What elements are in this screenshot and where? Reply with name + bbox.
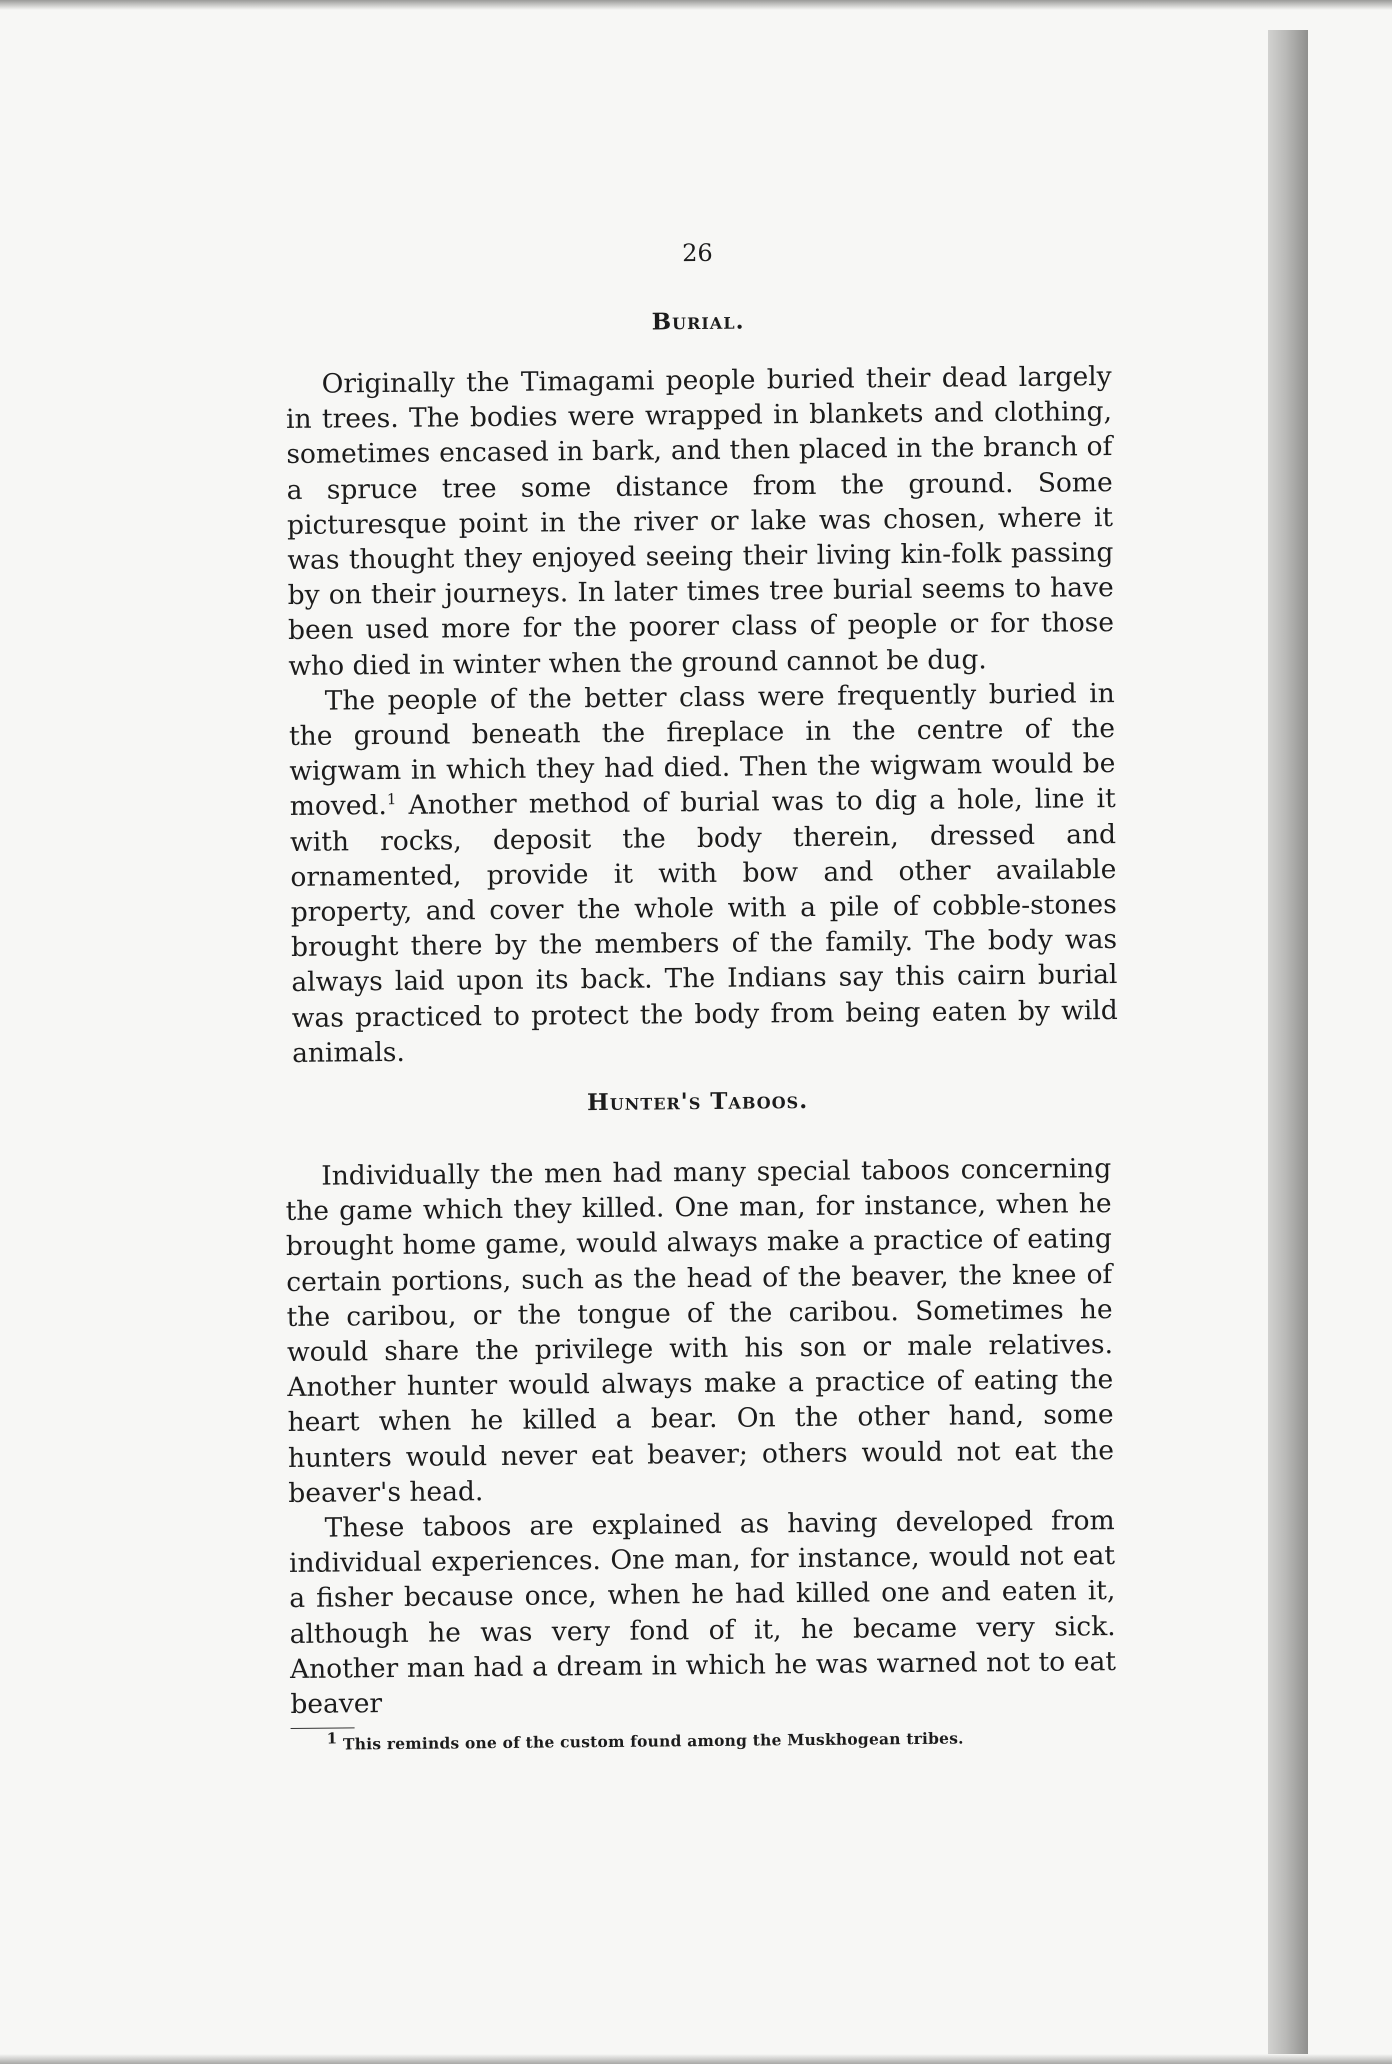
section-title-hunters-taboos: Hunter's Taboos. (586, 1087, 809, 1117)
taboos-paragraph-1: Individually the men had many special taboos concerning the game which they killed. One man, for instance, when he brought home game, would always make a practice of eating certain portions, such as the head of the beaver, the knee of the caribou, or the tongue of the caribou. Sometimes he would share the privilege with his son or male relatives. Another hunter would always make a practice of eating the heart when he killed a bear. On the other hand, some hunters would never eat beaver; others would not eat the beaver's head. (285, 1153, 1115, 1509)
footnote (291, 1727, 1117, 1754)
hunters-taboos-section (284, 1084, 1116, 1754)
burial-section (285, 304, 1118, 1071)
burial-paragraph-2-text: The people of the better class were frequently buried in the ground beneath the fireplace in the centre of the wigwam in which they had died. Then the wigwam would be moved. (288, 677, 1116, 823)
page-gutter-shadow (1268, 30, 1308, 2064)
burial-paragraph-2 (289, 676, 1119, 1071)
burial-paragraph-1: Originally the Timagami people buried their dead largely in trees. The bodies were wrapped in blankets and clothing, sometimes encased in bark, and then placed in the branch of a spruce tree some distance from the ground. Some picturesque point in the river or lake was chosen, where it was thought they enjoyed seeing their living kin-folk passing by on their journeys. In later times tree burial seems to have been used more for the poorer class of people or for those who died in winter when the ground cannot be dug. (285, 361, 1115, 682)
page-edge-bottom (0, 2054, 1392, 2064)
taboos-paragraph-2: These taboos are explained as having developed from individual experiences. One man, for instance, would not eat a fisher because once, when he had killed one and eaten it, although he was very fond of it, he became very sick. Another man had a dream in which he was warned not to eat beaver (288, 1505, 1117, 1721)
footnote-number: 1 (326, 1729, 338, 1748)
page-edge-top (0, 0, 1392, 10)
burial-paragraph-2-continued: Another method of burial was to dig a hole, line it with rocks, deposit the body therein, dressed and ornamented, provide it with bow and other available property, and cover the whole with a pile of cobble-stones brought there by the members of the family. The body was always laid upon its back. The Indians say this cairn burial was practiced to protect the body from being eaten by wild animals. (289, 783, 1118, 1069)
page-number: 26 (682, 238, 713, 268)
section-title-burial: Burial. (651, 307, 745, 336)
footnote-text: This reminds one of the custom found among the Muskhogean tribes. (342, 1728, 964, 1754)
footnote-rule (291, 1728, 355, 1730)
footnote-marker: 1 (386, 790, 397, 809)
